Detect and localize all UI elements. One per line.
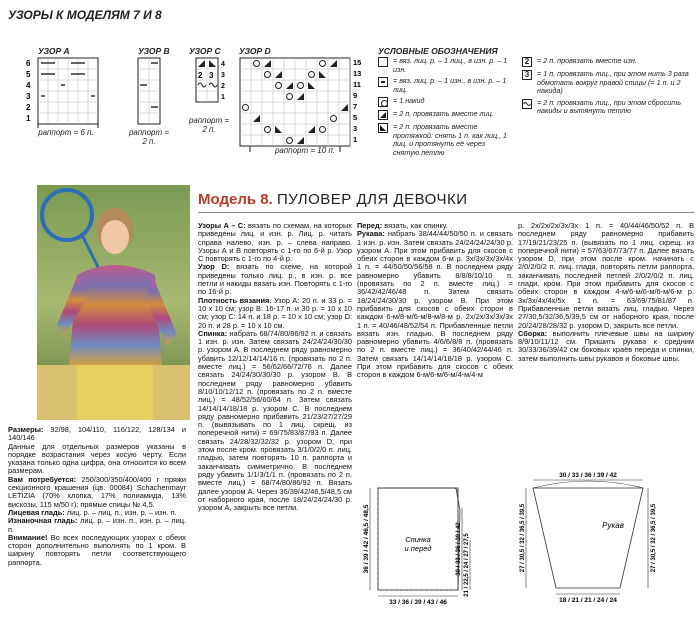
- page-header: УЗОРЫ К МОДЕЛЯМ 7 И 8: [8, 8, 162, 22]
- svg-text:1: 1: [353, 135, 358, 144]
- pattern-a-label: УЗОР А: [38, 46, 70, 56]
- num2-box-icon: 2: [522, 57, 532, 67]
- dash-box-icon: [378, 77, 388, 87]
- row-num: 4: [26, 81, 31, 90]
- model-name: ПУЛОВЕР ДЛЯ ДЕВОЧКИ: [276, 191, 468, 208]
- pattern-c-label: УЗОР С: [189, 46, 221, 56]
- paragraph: Сборка: выполнить плечевые швы на ширину 8/9/10/11/12 см. Пришить рукава к средним 30/33/36/39/42 см боковых краёв переда и спинки, затем выполнить швы рукавов и боковые швы.: [518, 328, 694, 363]
- legend-item: 3 = 1 п. провязать лиц., при этом нить 3 раза обмотать вокруг правой спицы (= 1 п. и 2 накида): [522, 70, 694, 96]
- pattern-d-label: УЗОР D: [239, 46, 271, 56]
- body-height-dim: 36 / 39 / 42 / 46,5 / 48,5: [363, 504, 370, 574]
- svg-text:15: 15: [353, 58, 362, 67]
- row-num: 3: [26, 92, 31, 101]
- paragraph: Данные для отдельных размеров указаны в порядке возрастания через косую черту. Если указана только одна цифра, она относится ко всем размерам.: [8, 441, 186, 476]
- svg-text:2: 2: [221, 83, 225, 90]
- circle-box-icon: [378, 97, 388, 107]
- paragraph: Плотность вязания. Узор А: 20 п. и 33 р. = 10 х 10 см; узор В: 16-17 п. и 30 р. = 10 х 10 см; узор С: 14 п. и 18 р. = 10 х 10 см; узор D: 20 п. и 28 р. = 10 х 10 см.: [198, 295, 352, 330]
- sleeve-top-dim: 30 / 33 / 36 / 39 / 42: [559, 472, 617, 479]
- size-schematics: [358, 470, 698, 628]
- legend-item: = 2 п. провязать вместе протяжкой: снять 1 п. как лиц., 1 лиц. и протянуть её через снятую петлю: [378, 123, 513, 157]
- pattern-b-label: УЗОР В: [138, 46, 170, 56]
- paragraph: Изнаночная гладь: лиц. р. – изн. п., изн. р. – лиц. п.: [8, 516, 186, 534]
- sleeve-bottom-dim: 18 / 21 / 21 / 24 / 24: [559, 597, 617, 604]
- paragraph: Размеры: 92/98, 104/110, 116/122, 128/134 и 140/146: [8, 425, 186, 443]
- wave-box-icon: [522, 99, 532, 109]
- legend-title: УСЛОВНЫЕ ОБОЗНАЧЕНИЯ: [378, 46, 498, 56]
- svg-text:1: 1: [221, 94, 225, 101]
- paragraph: Вам потребуется: 250/300/350/400/400 г пряжи секционного крашения (цв. 00084) Schachenmayr LETIZIA (70% хлопка, 17% полиамида, 13% вискозы, 115 м/50 г); прямые спицы № 4,5.: [8, 474, 187, 509]
- row-num: 5: [26, 70, 31, 79]
- legend-item: = 1 накид: [378, 97, 513, 107]
- empty-box-icon: [378, 57, 388, 67]
- column-1: [198, 222, 352, 512]
- svg-text:3: 3: [209, 71, 214, 80]
- legend-item: 2 = 2 п. провязать вместе изн.: [522, 57, 694, 67]
- svg-text:11: 11: [353, 80, 361, 89]
- model-number: Модель 8.: [198, 191, 273, 208]
- sleeve-height-dim: 27 / 30,5 / 32 / 36,5 / 39,5: [651, 503, 657, 573]
- legend-item: = вяз. лиц. р. – 1 лиц., в изн. р. – 1 изн.: [378, 57, 513, 74]
- paragraph: р. 2х/2х/2х/3х/3х 1 п. = 40/44/46/50/52 п. В последнем ряду равномерно прибавить 17/19/21/23/25 п. (вывязать по 1 лиц. скрещ. из поперечной нити) = 57/63/67/73/77 п. Далее вязать узором D, при этом после кром. начинать с 2/0/2/0/2 п. лиц. глади, повторять петли раппорта, заканчивать последней петлей 2/0/2/0/2 п. лиц. глади, кром. При этом прибавить для скосов с обеих сторон в каждом 4-м/6-м/6-м/6-м/6-м р. 3х/3х/4х/4х/5х 1 п. = 63/69/75/81/87 п. Прибавленные петли вязать лиц. гладью. Через 27/30,5/32/36,5/39,5 см от наборного края, после 20/24/28/28/32 р. узором D, закрыть все петли.: [518, 221, 694, 330]
- body-label-2: и перед: [404, 544, 432, 553]
- body-label-1: Спинка: [405, 535, 431, 544]
- svg-text:3: 3: [353, 124, 358, 133]
- triangle-box-icon: [378, 110, 388, 120]
- legend-col-1: [378, 57, 513, 157]
- pattern-a-chart: [22, 56, 104, 128]
- legend-col-2: [522, 57, 694, 116]
- svg-text:4: 4: [221, 61, 225, 68]
- paragraph: Рукава: набрать 38/44/44/50/50 п. и связать 1 изн. р. изн. Затем связать 24/24/24/24/30 р. узором А. При этом прибавить для скосов с обеих сторон в каждом 6-м р. 3х/3х/3х/3х/4х 1 п. = 44/50/50/56/58 п. В последнем ряду равномерно убавить 8/8/8/10/10 п. (провязать по 2 п. вместе лиц.) = 36/42/42/46/48 п. Затем связать 18/24/24/30/30 р. узором В. При этом прибавить для скосов с обеих сторон в каждом 6-м/8-м/6-м/8-м/8-м р. 2х/2х/3х/3х/3х 1 п. = 40/46/48/52/54 п. Прибавленные петли вязать изн. гладью. В последнем ряду равномерно убавить 4/6/6/8/8 п. (провязать по 2 п. вместе лиц.) = 36/40/42/44/46 п. Затем связать 14/14/14/18/18 р. узором С. При этом прибавить для скосов с обеих сторон в каждом 6-м/6-м/6-м/4-м/4-м: [357, 229, 513, 380]
- paragraph: Лицевая гладь: лиц. р. – лиц. п., изн. р. – изн. п.: [8, 507, 177, 517]
- row-num: 1: [26, 114, 31, 123]
- body-low-dim: 21 / 22,5 / 24 / 27 / 27,5: [464, 533, 470, 597]
- paragraph: Внимание! Во всех последующих узорах с обеих сторон дополнительно выполнять по 1 кром. В ширину повторять петли соответствующего раппорта.: [8, 532, 186, 567]
- row-num: 6: [26, 59, 31, 68]
- model-photo: [37, 185, 190, 420]
- row-num: 2: [26, 103, 31, 112]
- svg-text:2: 2: [198, 71, 203, 80]
- svg-text:5: 5: [353, 113, 358, 122]
- triangle-left-box-icon: [378, 123, 388, 133]
- sleeve-label: Рукав: [602, 521, 624, 530]
- pattern-b-chart: [132, 56, 166, 128]
- legend-item: = 2 п. провязать вместе лиц.: [378, 110, 513, 120]
- sleeve-left-dim: 27 / 30,5 / 32 / 36,5 / 39,5: [520, 503, 526, 573]
- pattern-d-repeat: раппорт = 10 п.: [274, 146, 336, 155]
- paragraph: Узоры А – С: вязать по схемам, на которых приведены лиц. и изн. р. Лиц. р. читать справа налево, изн. р. – слева направо. Узоры А и В повторять с 1-го по 6-й р. Узор С повторять с 1-го по 4-й р.: [198, 221, 352, 264]
- paragraph: Узор D: вязать по схеме, на которой приведены только лиц. р., в изн. р. все петли и накиды вязать изн. Повторять с 1-го по 16-й р.: [198, 262, 352, 297]
- title-rule: [198, 212, 694, 213]
- model-title: [198, 191, 467, 208]
- num3-box-icon: 3: [522, 70, 532, 80]
- svg-text:3: 3: [221, 72, 225, 79]
- paragraph: Перед: вязать, как спинку.: [357, 221, 448, 230]
- body-width-dim: 33 / 36 / 39 / 43 / 46: [389, 599, 447, 606]
- pattern-d-chart: [236, 56, 368, 154]
- svg-text:13: 13: [353, 69, 362, 78]
- body-side-dim: 30 / 33 / 36 / 39 / 42: [456, 522, 462, 576]
- legend-item: = 2 п. провязать лиц., при этом сбросить накиды и вытянуть петлю: [522, 99, 694, 116]
- legend-item: = вяз. лиц. р. – 1 изн., в изн. р. – 1 лиц.: [378, 77, 513, 94]
- pattern-b-repeat: раппорт = 2 п.: [128, 128, 170, 146]
- pattern-c-repeat: раппорт = 2 п.: [188, 116, 230, 134]
- column-2: [357, 222, 513, 380]
- svg-text:9: 9: [353, 91, 358, 100]
- pattern-a-repeat: раппорт = 6 п.: [38, 128, 94, 137]
- paragraph: Спинка: набрать 68/74/80/86/92 п. и связать 1 изн. р. изн. Затем связать 24/24/24/30/30 р. узором А. В последнем ряду равномерно убавить 12/12/14/14/16 п. (провязать по 2 п. вместе лиц.) = 56/62/66/72/76 п. Далее связать 24/24/30/30/30 р. узором В. В последнем ряду равномерно убавить 8/10/10/12/12 п. (провязать по 2 п. вместе лиц.) = 48/52/56/60/64 п. Затем связать 14/14/14/18/18 р. узором С. В последнем ряду равномерно прибавить 21/23/27/27/29 п. (вывязывать по 1 лиц. скрещ. из поперечной нити) = 69/75/83/87/93 п. Далее связать 24/28/32/32/32 р. узором D, при этом после кром. провязать 3/1/0/2/0 п. лиц. гладью, затем повторять 10 п. раппорта и заканчивать симметрично. В последнем ряду убавить 1/1/3/1/1 п. (провязать по 2 п. вместе лиц.) = 68/74/80/86/92 п. Вязать далее узором А. Через 36/39/42/46,5/48,5 см от наборного края, после 18/24/24/24/30 р. узором А, закрыть все петли.: [198, 328, 352, 513]
- svg-text:7: 7: [353, 102, 358, 111]
- column-3: [518, 222, 694, 363]
- pattern-c-chart: [192, 56, 226, 118]
- left-column: [8, 426, 186, 567]
